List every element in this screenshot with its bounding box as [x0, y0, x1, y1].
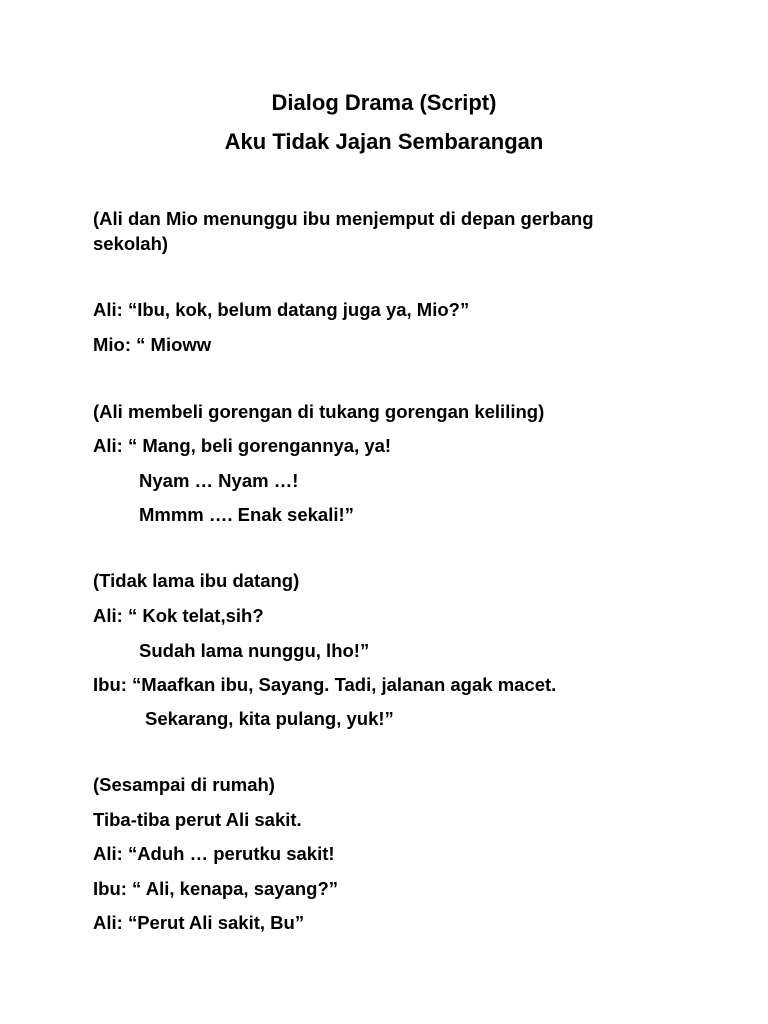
- dialog-line: Mio: “ Mioww: [93, 334, 212, 355]
- dialog-line: Ali: “ Kok telat,sih?: [93, 605, 264, 626]
- dialog-line: Ali: “Aduh … perutku sakit!: [93, 843, 335, 864]
- dialog-line: Ibu: “Maafkan ibu, Sayang. Tadi, jalanan agak macet.: [93, 674, 557, 695]
- dialog-line-continued: Sudah lama nunggu, lho!”: [139, 640, 370, 661]
- dialog-line-continued: Mmmm …. Enak sekali!”: [139, 504, 354, 525]
- dialog-line-continued: Nyam … Nyam …!: [139, 470, 299, 491]
- stage-direction-continued: sekolah): [93, 233, 169, 254]
- stage-direction: (Ali membeli gorengan di tukang gorengan keliling): [93, 401, 545, 422]
- document-title: Dialog Drama (Script): [271, 90, 497, 115]
- narration-line: Tiba-tiba perut Ali sakit.: [93, 809, 302, 830]
- dialog-line: Ali: “Perut Ali sakit, Bu”: [93, 912, 305, 933]
- stage-direction: (Tidak lama ibu datang): [93, 570, 300, 591]
- document-subtitle: Aku Tidak Jajan Sembarangan: [224, 129, 544, 154]
- dialog-line: Ali: “Ibu, kok, belum datang juga ya, Mio?”: [93, 299, 470, 320]
- stage-direction: (Sesampai di rumah): [93, 774, 275, 795]
- dialog-line: Ibu: “ Ali, kenapa, sayang?”: [93, 878, 339, 899]
- dialog-line: Ali: “ Mang, beli gorengannya, ya!: [93, 435, 392, 456]
- stage-direction: (Ali dan Mio menunggu ibu menjemput di depan gerbang: [93, 208, 594, 229]
- dialog-line-continued: Sekarang, kita pulang, yuk!”: [145, 708, 394, 729]
